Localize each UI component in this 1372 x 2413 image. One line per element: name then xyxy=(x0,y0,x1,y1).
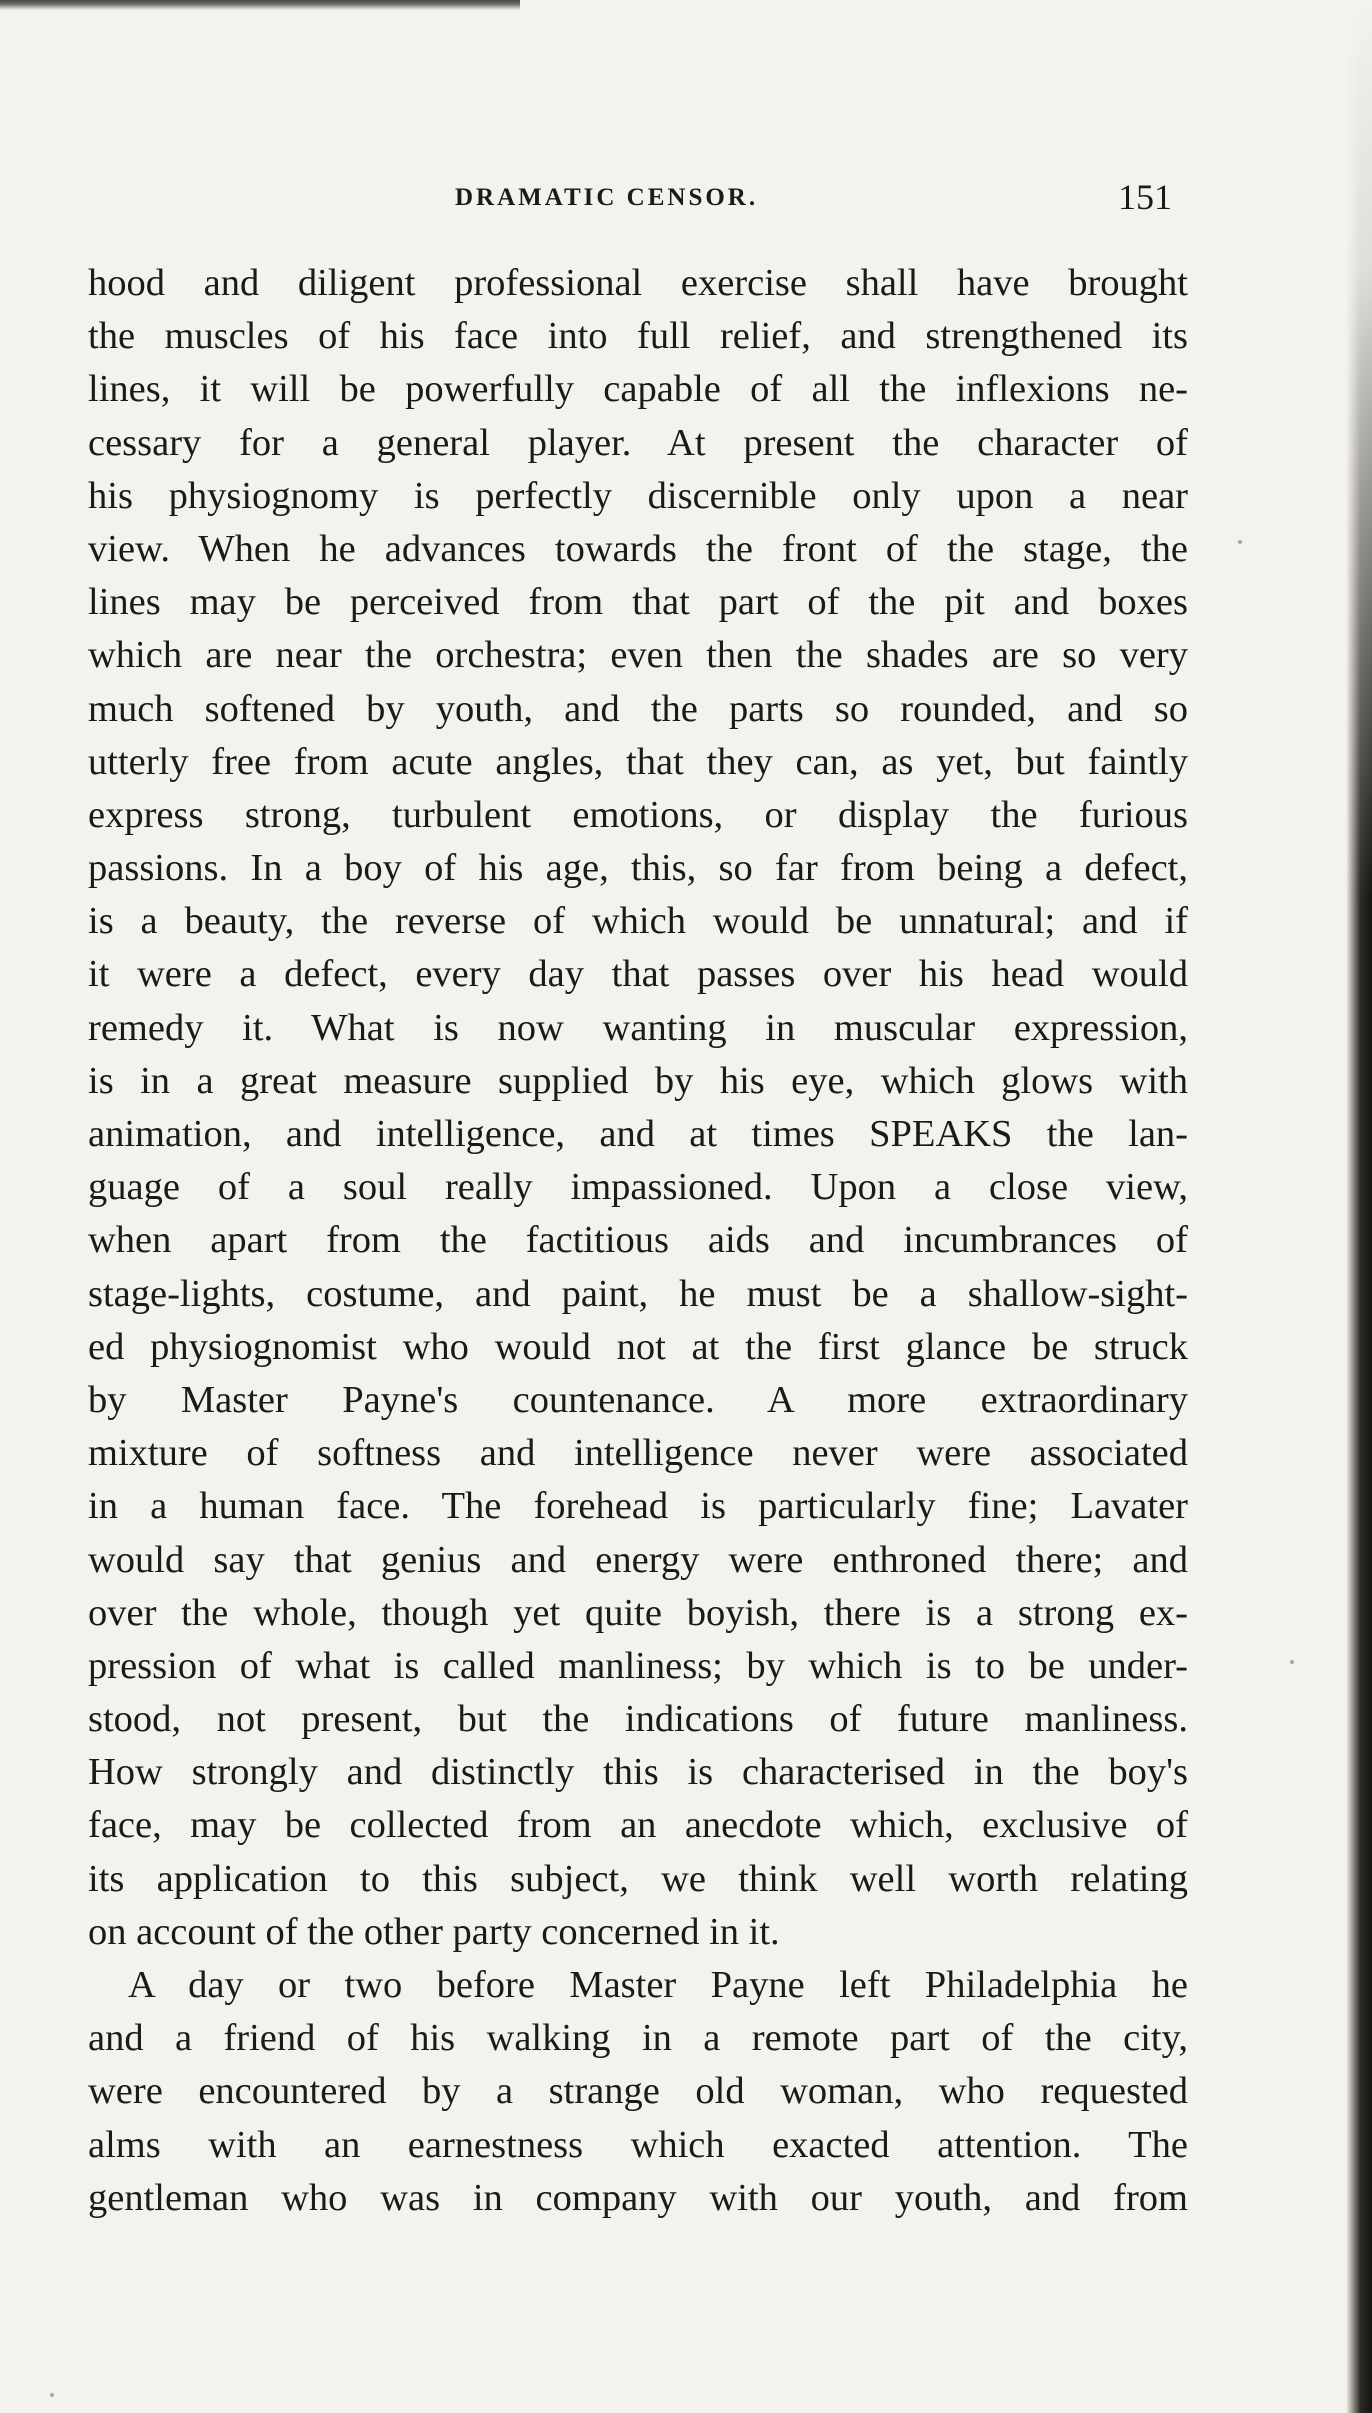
speck-mark xyxy=(1290,1660,1294,1664)
text-line: lines, it will be powerfully capable of all the inflexions ne- xyxy=(88,368,1188,411)
scan-right-edge-fade xyxy=(1346,0,1372,900)
text-line: when apart from the factitious aids and incumbrances of xyxy=(88,1219,1188,1262)
running-head: DRAMATIC CENSOR. xyxy=(455,184,759,211)
text-line: by Master Payne's countenance. A more extraordinary xyxy=(88,1378,1188,1421)
text-line: face, may be collected from an anecdote which, exclusive of xyxy=(88,1804,1188,1847)
text-line: it were a defect, every day that passes over his head would xyxy=(88,953,1188,996)
speck-mark xyxy=(1238,540,1242,544)
text-line: utterly free from acute angles, that they can, as yet, but faintly xyxy=(88,740,1188,783)
text-line: hood and diligent professional exercise shall have brought xyxy=(88,262,1188,304)
text-line: which are near the orchestra; even then the shades are so very xyxy=(88,634,1188,677)
text-line: the muscles of his face into full relief, and strengthened its xyxy=(88,315,1188,358)
text-line: stage-lights, costume, and paint, he must be a shallow-sight- xyxy=(88,1272,1188,1315)
text-line: in a human face. The forehead is particularly fine; Lavater xyxy=(88,1485,1188,1528)
text-line: view. When he advances towards the front of the stage, the xyxy=(88,527,1188,570)
text-line: alms with an earnestness which exacted attention. The xyxy=(88,2123,1188,2166)
text-line: animation, and intelligence, and at times SPEAKS the lan- xyxy=(88,1113,1188,1155)
paragraph xyxy=(88,257,1188,1959)
text-line: remedy it. What is now wanting in muscular expression, xyxy=(88,1006,1188,1049)
text-line: on account of the other party concerned in it. xyxy=(88,1910,780,1953)
body-text xyxy=(88,257,1188,2225)
text-line: express strong, turbulent emotions, or display the furious xyxy=(88,793,1188,836)
text-line: A day or two before Master Payne left Philadelphia he xyxy=(128,1964,1188,2006)
text-line: ed physiognomist who would not at the first glance be struck xyxy=(88,1325,1188,1368)
text-line: would say that genius and energy were enthroned there; and xyxy=(88,1538,1188,1581)
text-line: and a friend of his walking in a remote part of the city, xyxy=(88,2017,1188,2060)
scan-top-edge xyxy=(0,0,520,10)
text-line: guage of a soul really impassioned. Upon a close view, xyxy=(88,1166,1188,1209)
text-line: cessary for a general player. At present the character of xyxy=(88,421,1188,464)
page-number: 151 xyxy=(1118,177,1172,217)
text-line: were encountered by a strange old woman, who requested xyxy=(88,2070,1188,2113)
text-line: gentleman who was in company with our youth, and from xyxy=(88,2176,1188,2219)
text-line: lines may be perceived from that part of the pit and boxes xyxy=(88,581,1188,624)
text-line: pression of what is called manliness; by which is to be under- xyxy=(88,1644,1188,1687)
text-line: much softened by youth, and the parts so rounded, and so xyxy=(88,687,1188,730)
text-line: mixture of softness and intelligence never were associated xyxy=(88,1432,1188,1475)
text-line: is a beauty, the reverse of which would be unnatural; and if xyxy=(88,900,1188,943)
speck-mark xyxy=(50,2393,54,2397)
text-line: How strongly and distinctly this is characterised in the boy's xyxy=(88,1751,1188,1794)
text-line: stood, not present, but the indications of future manliness. xyxy=(88,1698,1188,1741)
paragraph xyxy=(88,1959,1188,2225)
text-line: passions. In a boy of his age, this, so far from being a defect, xyxy=(88,847,1188,890)
text-line: its application to this subject, we think well worth relating xyxy=(88,1857,1188,1900)
text-line: is in a great measure supplied by his eye, which glows with xyxy=(88,1059,1188,1102)
text-line: his physiognomy is perfectly discernible only upon a near xyxy=(88,474,1188,517)
text-line: over the whole, though yet quite boyish, there is a strong ex- xyxy=(88,1591,1188,1634)
